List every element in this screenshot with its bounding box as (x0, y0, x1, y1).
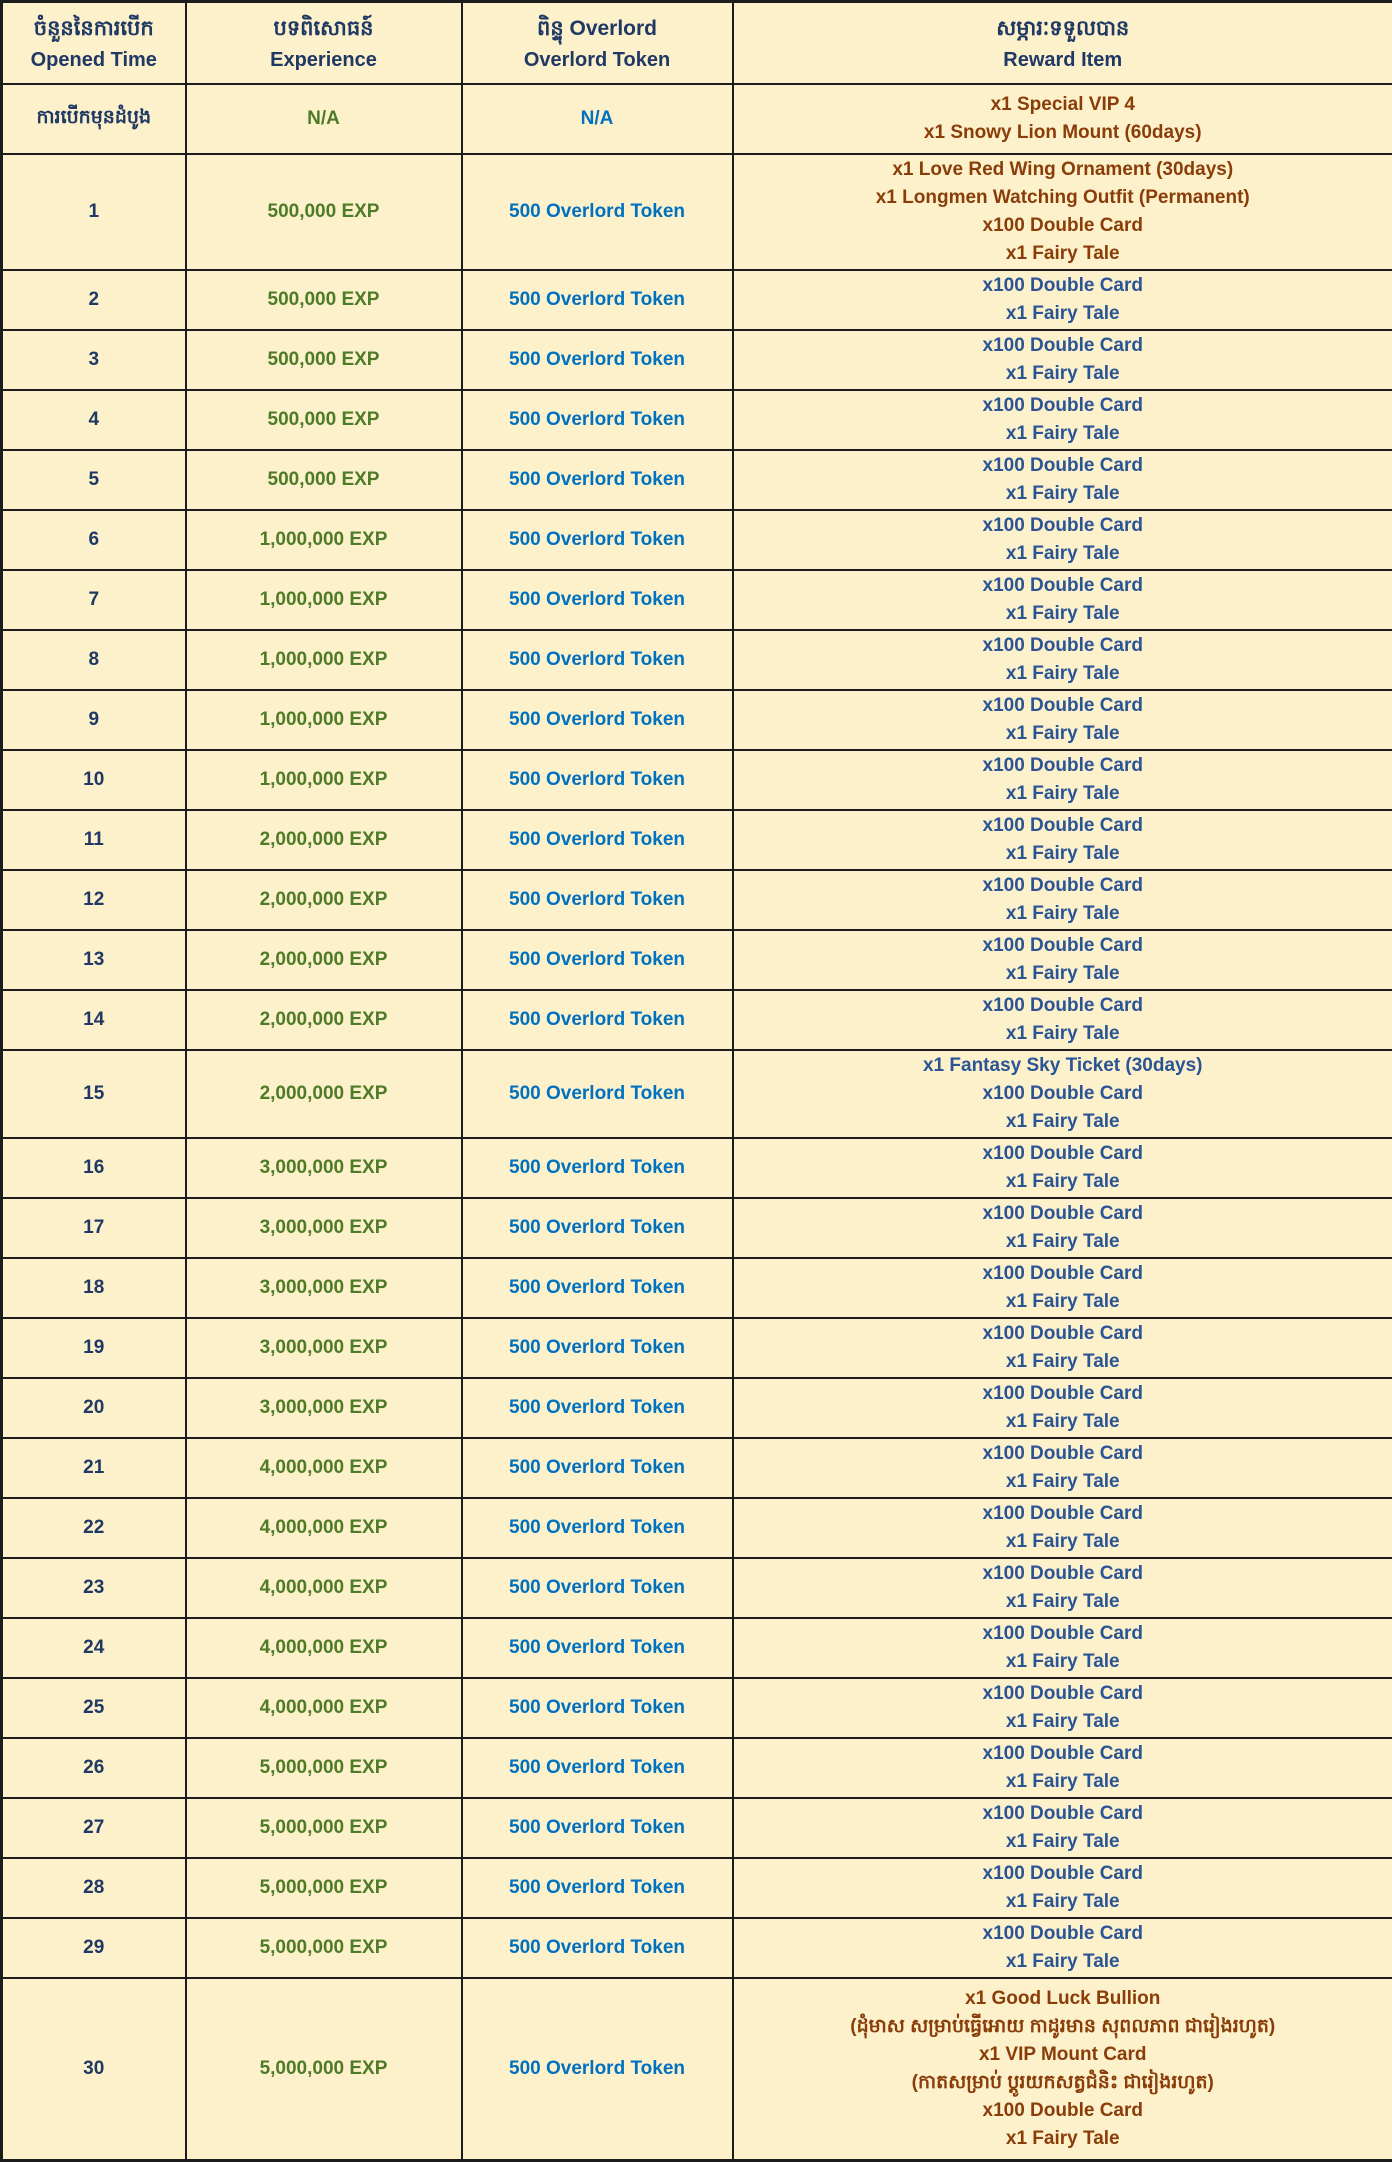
opened-time-cell: 7 (2, 570, 186, 630)
reward-line: x100 Double Card (738, 392, 1389, 420)
reward-line: x100 Double Card (738, 1680, 1389, 1708)
opened-time-cell: 3 (2, 330, 186, 390)
table-row (2, 1138, 1392, 1198)
token-cell: 500 Overlord Token (462, 930, 733, 990)
opened-time-cell: 19 (2, 1318, 186, 1378)
reward-line: x1 Fairy Tale (738, 420, 1389, 448)
table-row (2, 1978, 1392, 2161)
reward-line: (ដុំមាស សម្រាប់ធ្វើអោយ កាដូរមាន សុពលភាព ជារៀងរហូត) (738, 2013, 1389, 2041)
reward-line: (កាតសម្រាប់ ប្ដូរយកសត្វជំនិះ ជារៀងរហូត) (738, 2069, 1389, 2097)
reward-line: x100 Double Card (738, 632, 1389, 660)
opened-time-cell: 24 (2, 1618, 186, 1678)
reward-cell (733, 330, 1392, 390)
reward-line: x1 Fairy Tale (738, 1828, 1389, 1856)
experience-cell: 5,000,000 EXP (186, 1978, 462, 2161)
table-row (2, 390, 1392, 450)
experience-cell: 4,000,000 EXP (186, 1618, 462, 1678)
reward-line: x100 Double Card (738, 2097, 1389, 2125)
table-row (2, 330, 1392, 390)
reward-line: x100 Double Card (738, 272, 1389, 300)
reward-cell (733, 1198, 1392, 1258)
table-row (2, 690, 1392, 750)
table-row (2, 84, 1392, 154)
opened-time-cell: 15 (2, 1050, 186, 1138)
experience-cell: 500,000 EXP (186, 330, 462, 390)
reward-line: x1 Fairy Tale (738, 1348, 1389, 1376)
token-cell: 500 Overlord Token (462, 1050, 733, 1138)
reward-cell (733, 1318, 1392, 1378)
token-cell: 500 Overlord Token (462, 1198, 733, 1258)
table-row (2, 870, 1392, 930)
reward-line: x100 Double Card (738, 1080, 1389, 1108)
reward-line: x100 Double Card (738, 992, 1389, 1020)
reward-cell (733, 930, 1392, 990)
opened-time-cell: 20 (2, 1378, 186, 1438)
reward-cell (733, 510, 1392, 570)
table-row (2, 630, 1392, 690)
opened-time-cell: 18 (2, 1258, 186, 1318)
reward-cell (733, 1678, 1392, 1738)
reward-line: x1 Special VIP 4 (738, 91, 1389, 119)
token-cell: 500 Overlord Token (462, 1798, 733, 1858)
reward-line: x100 Double Card (738, 1200, 1389, 1228)
token-cell: 500 Overlord Token (462, 1258, 733, 1318)
token-cell: 500 Overlord Token (462, 810, 733, 870)
header-opened-time-english: Opened Time (7, 46, 181, 74)
experience-cell: 500,000 EXP (186, 270, 462, 330)
experience-cell: 3,000,000 EXP (186, 1198, 462, 1258)
experience-cell: 5,000,000 EXP (186, 1738, 462, 1798)
reward-line: x1 Good Luck Bullion (738, 1985, 1389, 2013)
experience-cell: 2,000,000 EXP (186, 870, 462, 930)
table-row (2, 810, 1392, 870)
token-cell: 500 Overlord Token (462, 1618, 733, 1678)
reward-cell (733, 450, 1392, 510)
reward-cell (733, 84, 1392, 154)
reward-line: x1 Fairy Tale (738, 600, 1389, 628)
experience-cell: 1,000,000 EXP (186, 570, 462, 630)
reward-line: x100 Double Card (738, 1740, 1389, 1768)
reward-cell (733, 990, 1392, 1050)
reward-line: x1 Fairy Tale (738, 780, 1389, 808)
reward-line: x1 Fairy Tale (738, 660, 1389, 688)
table-row (2, 1318, 1392, 1378)
token-cell: 500 Overlord Token (462, 1978, 733, 2161)
reward-line: x1 Fairy Tale (738, 1948, 1389, 1976)
experience-cell: 5,000,000 EXP (186, 1858, 462, 1918)
reward-line: x100 Double Card (738, 752, 1389, 780)
reward-cell (733, 1858, 1392, 1918)
table-row (2, 154, 1392, 270)
experience-cell: 3,000,000 EXP (186, 1138, 462, 1198)
header-overlord-token-khmer: ពិន្ទុ Overlord (467, 12, 728, 46)
token-cell: 500 Overlord Token (462, 750, 733, 810)
reward-line: x1 Fairy Tale (738, 960, 1389, 988)
reward-line: x1 Fairy Tale (738, 840, 1389, 868)
experience-cell: 4,000,000 EXP (186, 1438, 462, 1498)
reward-cell (733, 270, 1392, 330)
reward-line: x1 Fairy Tale (738, 1108, 1389, 1136)
reward-line: x100 Double Card (738, 692, 1389, 720)
table-row (2, 990, 1392, 1050)
token-cell: 500 Overlord Token (462, 570, 733, 630)
reward-line: x1 Fairy Tale (738, 300, 1389, 328)
token-cell: 500 Overlord Token (462, 1678, 733, 1738)
reward-cell (733, 1798, 1392, 1858)
experience-cell: 1,000,000 EXP (186, 510, 462, 570)
experience-cell: 1,000,000 EXP (186, 750, 462, 810)
opened-time-cell: 25 (2, 1678, 186, 1738)
reward-line: x100 Double Card (738, 212, 1389, 240)
token-cell: 500 Overlord Token (462, 870, 733, 930)
opened-time-cell: 29 (2, 1918, 186, 1978)
reward-line: x100 Double Card (738, 1920, 1389, 1948)
reward-line: x100 Double Card (738, 1800, 1389, 1828)
table-row (2, 510, 1392, 570)
header-experience-english: Experience (191, 46, 457, 74)
reward-line: x1 Fairy Tale (738, 1528, 1389, 1556)
opened-time-cell: 1 (2, 154, 186, 270)
experience-cell: 1,000,000 EXP (186, 630, 462, 690)
reward-line: x100 Double Card (738, 1860, 1389, 1888)
experience-cell: 5,000,000 EXP (186, 1798, 462, 1858)
experience-cell: 4,000,000 EXP (186, 1678, 462, 1738)
header-opened-time-khmer: ចំនួននៃការបើក (7, 12, 181, 46)
rewards-table-body (2, 84, 1392, 2161)
experience-cell: 4,000,000 EXP (186, 1558, 462, 1618)
opened-time-cell: 14 (2, 990, 186, 1050)
opened-time-cell: 5 (2, 450, 186, 510)
table-row (2, 1050, 1392, 1138)
token-cell: 500 Overlord Token (462, 1438, 733, 1498)
reward-cell (733, 870, 1392, 930)
experience-cell: 5,000,000 EXP (186, 1918, 462, 1978)
reward-cell (733, 1618, 1392, 1678)
experience-cell: 4,000,000 EXP (186, 1498, 462, 1558)
token-cell: 500 Overlord Token (462, 1918, 733, 1978)
token-cell: N/A (462, 84, 733, 154)
header-row (2, 2, 1392, 85)
reward-line: x100 Double Card (738, 452, 1389, 480)
reward-line: x100 Double Card (738, 572, 1389, 600)
reward-line: x1 Fairy Tale (738, 2125, 1389, 2153)
header-overlord-token (462, 2, 733, 85)
reward-line: x1 Fairy Tale (738, 1408, 1389, 1436)
opened-time-cell: 6 (2, 510, 186, 570)
table-row (2, 1558, 1392, 1618)
reward-line: x100 Double Card (738, 1620, 1389, 1648)
header-experience-khmer: បទពិសោធន៍ (191, 12, 457, 46)
table-row (2, 1798, 1392, 1858)
reward-line: x100 Double Card (738, 1320, 1389, 1348)
reward-line: x1 Fairy Tale (738, 1228, 1389, 1256)
reward-cell (733, 1258, 1392, 1318)
table-row (2, 1498, 1392, 1558)
table-row (2, 1378, 1392, 1438)
reward-line: x100 Double Card (738, 512, 1389, 540)
reward-cell (733, 750, 1392, 810)
table-row (2, 1618, 1392, 1678)
token-cell: 500 Overlord Token (462, 1138, 733, 1198)
token-cell: 500 Overlord Token (462, 270, 733, 330)
reward-line: x100 Double Card (738, 812, 1389, 840)
token-cell: 500 Overlord Token (462, 450, 733, 510)
experience-cell: 2,000,000 EXP (186, 930, 462, 990)
token-cell: 500 Overlord Token (462, 1858, 733, 1918)
reward-line: x100 Double Card (738, 1500, 1389, 1528)
header-opened-time (2, 2, 186, 85)
reward-line: x100 Double Card (738, 1260, 1389, 1288)
experience-cell: 3,000,000 EXP (186, 1378, 462, 1438)
token-cell: 500 Overlord Token (462, 990, 733, 1050)
experience-cell: 2,000,000 EXP (186, 990, 462, 1050)
reward-cell (733, 1050, 1392, 1138)
reward-cell (733, 1378, 1392, 1438)
reward-line: x1 Fairy Tale (738, 1168, 1389, 1196)
reward-cell (733, 1138, 1392, 1198)
header-reward-item (733, 2, 1392, 85)
opened-time-cell: 22 (2, 1498, 186, 1558)
table-row (2, 570, 1392, 630)
opened-time-cell: 12 (2, 870, 186, 930)
reward-line: x1 Snowy Lion Mount (60days) (738, 119, 1389, 147)
reward-line: x1 Fairy Tale (738, 900, 1389, 928)
reward-line: x1 Longmen Watching Outfit (Permanent) (738, 184, 1389, 212)
opened-time-cell: 13 (2, 930, 186, 990)
opened-time-cell: 9 (2, 690, 186, 750)
reward-line: x100 Double Card (738, 1560, 1389, 1588)
reward-cell (733, 1738, 1392, 1798)
table-row (2, 930, 1392, 990)
experience-cell: 2,000,000 EXP (186, 1050, 462, 1138)
reward-line: x1 Fairy Tale (738, 1588, 1389, 1616)
token-cell: 500 Overlord Token (462, 1498, 733, 1558)
header-overlord-token-english: Overlord Token (467, 46, 728, 74)
reward-cell (733, 1438, 1392, 1498)
table-row (2, 1258, 1392, 1318)
opened-time-cell: 8 (2, 630, 186, 690)
reward-line: x1 Fantasy Sky Ticket (30days) (738, 1052, 1389, 1080)
reward-line: x1 Fairy Tale (738, 540, 1389, 568)
reward-cell (733, 390, 1392, 450)
reward-line: x1 Fairy Tale (738, 1888, 1389, 1916)
token-cell: 500 Overlord Token (462, 1318, 733, 1378)
opened-time-cell: 27 (2, 1798, 186, 1858)
opened-time-cell: 21 (2, 1438, 186, 1498)
opened-time-cell: 16 (2, 1138, 186, 1198)
table-row (2, 1678, 1392, 1738)
reward-cell (733, 630, 1392, 690)
token-cell: 500 Overlord Token (462, 1378, 733, 1438)
table-row (2, 750, 1392, 810)
reward-cell (733, 690, 1392, 750)
table-row (2, 1438, 1392, 1498)
table-row (2, 1198, 1392, 1258)
reward-line: x1 Fairy Tale (738, 720, 1389, 748)
opened-time-cell: 4 (2, 390, 186, 450)
reward-line: x1 VIP Mount Card (738, 2041, 1389, 2069)
reward-line: x1 Fairy Tale (738, 240, 1389, 268)
reward-cell (733, 154, 1392, 270)
opened-time-cell: 10 (2, 750, 186, 810)
opened-time-cell: ការបើកមុនដំបូង (2, 84, 186, 154)
opened-time-cell: 28 (2, 1858, 186, 1918)
table-row (2, 1738, 1392, 1798)
reward-cell (733, 1498, 1392, 1558)
reward-line: x1 Fairy Tale (738, 1768, 1389, 1796)
reward-line: x100 Double Card (738, 872, 1389, 900)
reward-line: x1 Fairy Tale (738, 1020, 1389, 1048)
reward-line: x100 Double Card (738, 1140, 1389, 1168)
experience-cell: 3,000,000 EXP (186, 1258, 462, 1318)
header-experience (186, 2, 462, 85)
experience-cell: 3,000,000 EXP (186, 1318, 462, 1378)
experience-cell: 2,000,000 EXP (186, 810, 462, 870)
reward-line: x1 Fairy Tale (738, 1288, 1389, 1316)
table-row (2, 450, 1392, 510)
reward-line: x100 Double Card (738, 1440, 1389, 1468)
reward-line: x1 Fairy Tale (738, 1648, 1389, 1676)
header-reward-item-khmer: សម្ភារៈទទួលបាន (738, 12, 1389, 46)
reward-cell (733, 1918, 1392, 1978)
opened-time-cell: 30 (2, 1978, 186, 2161)
reward-cell (733, 1978, 1392, 2161)
reward-line: x100 Double Card (738, 932, 1389, 960)
opened-time-cell: 11 (2, 810, 186, 870)
reward-line: x100 Double Card (738, 332, 1389, 360)
experience-cell: 500,000 EXP (186, 450, 462, 510)
token-cell: 500 Overlord Token (462, 690, 733, 750)
table-row (2, 270, 1392, 330)
reward-line: x1 Fairy Tale (738, 1468, 1389, 1496)
reward-cell (733, 570, 1392, 630)
opened-time-cell: 17 (2, 1198, 186, 1258)
token-cell: 500 Overlord Token (462, 330, 733, 390)
experience-cell: 500,000 EXP (186, 154, 462, 270)
rewards-table-header (2, 2, 1392, 85)
token-cell: 500 Overlord Token (462, 630, 733, 690)
reward-line: x1 Fairy Tale (738, 360, 1389, 388)
token-cell: 500 Overlord Token (462, 154, 733, 270)
experience-cell: 1,000,000 EXP (186, 690, 462, 750)
table-row (2, 1858, 1392, 1918)
token-cell: 500 Overlord Token (462, 510, 733, 570)
reward-cell (733, 810, 1392, 870)
table-row (2, 1918, 1392, 1978)
token-cell: 500 Overlord Token (462, 390, 733, 450)
opened-time-cell: 26 (2, 1738, 186, 1798)
reward-cell (733, 1558, 1392, 1618)
token-cell: 500 Overlord Token (462, 1738, 733, 1798)
reward-line: x100 Double Card (738, 1380, 1389, 1408)
token-cell: 500 Overlord Token (462, 1558, 733, 1618)
reward-line: x1 Love Red Wing Ornament (30days) (738, 156, 1389, 184)
experience-cell: N/A (186, 84, 462, 154)
experience-cell: 500,000 EXP (186, 390, 462, 450)
reward-line: x1 Fairy Tale (738, 480, 1389, 508)
reward-line: x1 Fairy Tale (738, 1708, 1389, 1736)
header-reward-item-english: Reward Item (738, 46, 1389, 74)
opened-time-cell: 23 (2, 1558, 186, 1618)
opened-time-cell: 2 (2, 270, 186, 330)
